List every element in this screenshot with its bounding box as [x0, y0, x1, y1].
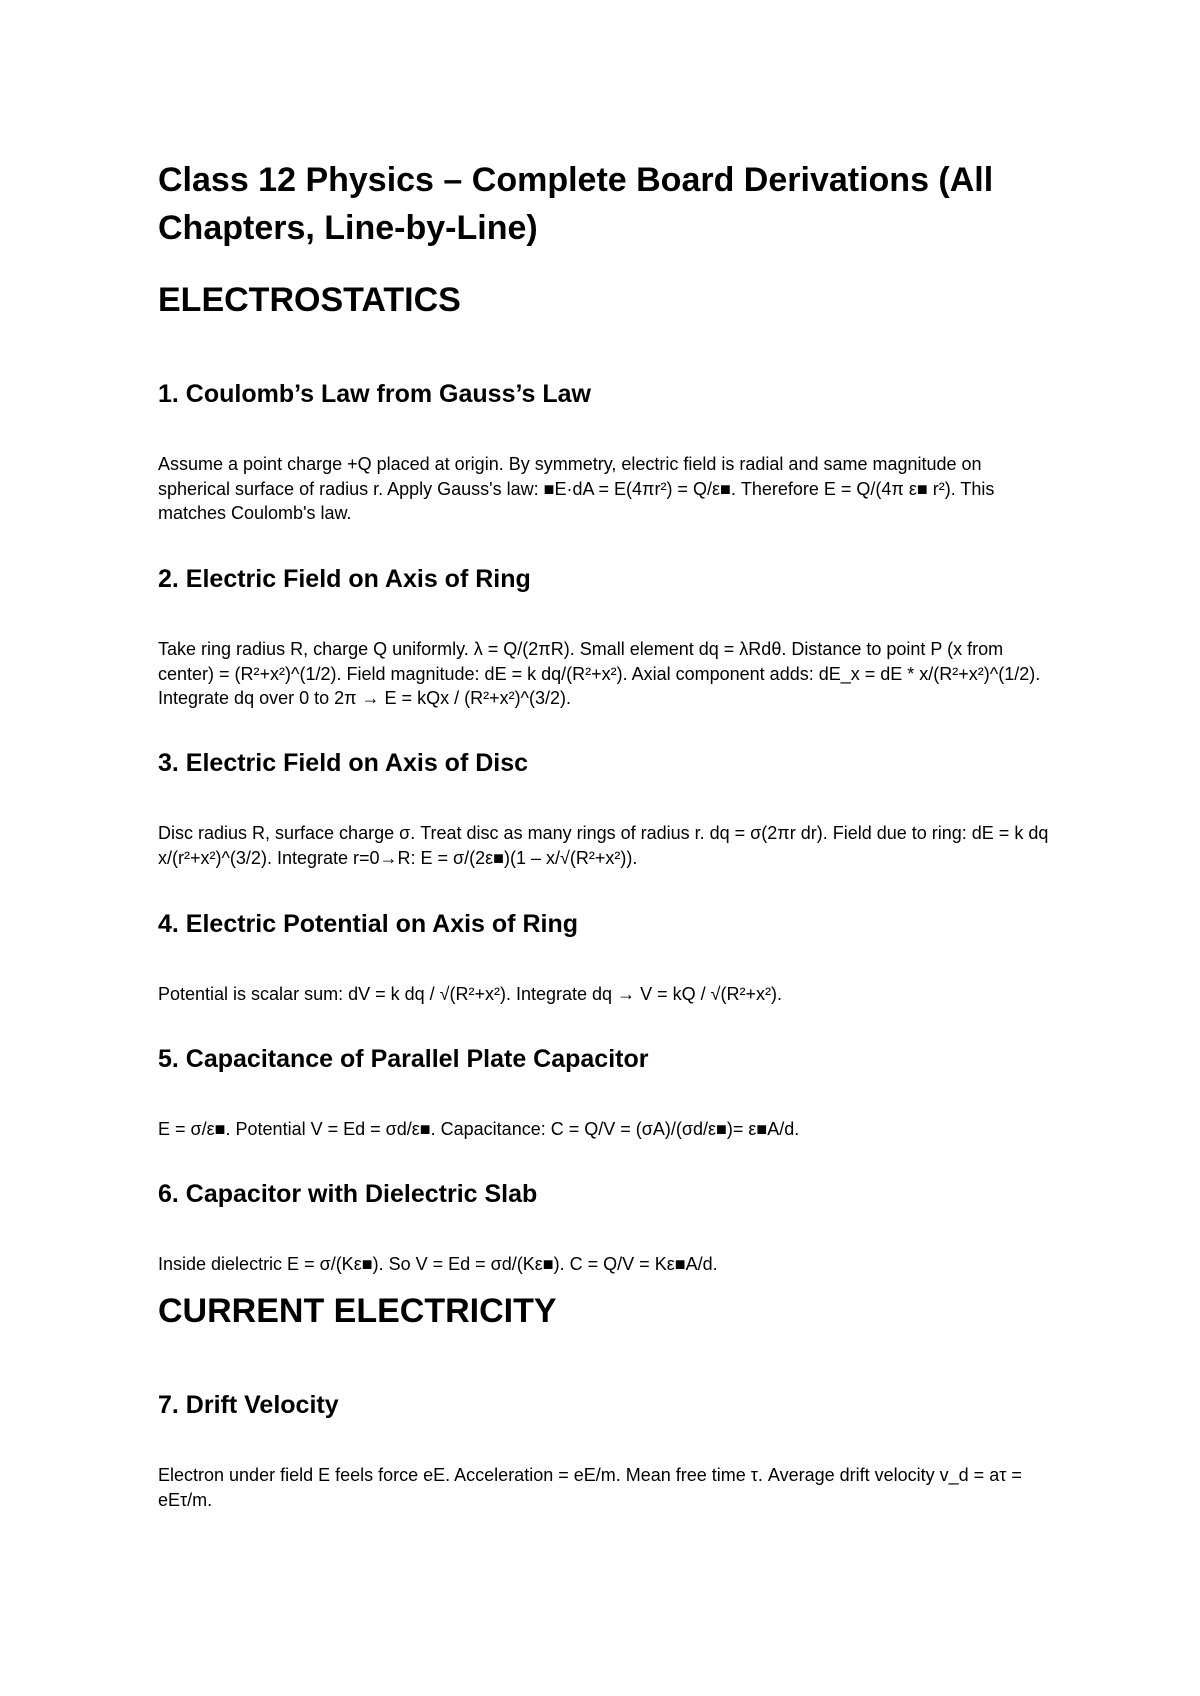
section-body-coulombs-law: Assume a point charge +Q placed at origin. By symmetry, electric field is radial and same magnitude on spherical surface of radius r. Apply Gauss's law: ■E·dA = E(4πr²) = Q/ε■. Therefore E = Q/(4π ε■ r²). This matches Coulomb's law. [158, 454, 995, 523]
section-title-dielectric-slab: 6. Capacitor with Dielectric Slab [158, 1180, 538, 1208]
section-body-dielectric-slab: Inside dielectric E = σ/(Kε■). So V = Ed = σd/(Kε■). C = Q/V = Kε■A/d. [158, 1254, 718, 1274]
section-title-field-disc: 3. Electric Field on Axis of Disc [158, 749, 529, 777]
section-title-field-ring: 2. Electric Field on Axis of Ring [158, 565, 531, 593]
document-title: Class 12 Physics – Complete Board Derivations (All Chapters, Line-by-Line) [158, 161, 994, 247]
section-title-coulombs-law: 1. Coulomb’s Law from Gauss’s Law [158, 380, 591, 408]
section-title-parallel-plate: 5. Capacitance of Parallel Plate Capacitor [158, 1045, 649, 1073]
section-body-drift-velocity: Electron under field E feels force eE. Acceleration = eE/m. Mean free time τ. Average drift velocity v_d = aτ = eEτ/m. [158, 1465, 1022, 1510]
section-title-drift-velocity: 7. Drift Velocity [158, 1391, 339, 1419]
section-body-field-ring: Take ring radius R, charge Q uniformly. λ = Q/(2πR). Small element dq = λRdθ. Distance to point P (x from center) = (R²+x²)^(1/2). Field magnitude: dE = k dq/(R²+x²). Axial component adds: dE_x = dE * x/(R²+x²)^(1/2). Integrate dq over 0 to 2π → E = kQx / (R²+x²)^(3/2). [158, 639, 1041, 708]
chapter-heading-electrostatics: ELECTROSTATICS [158, 281, 461, 319]
chapter-heading-current-electricity: CURRENT ELECTRICITY [158, 1292, 557, 1330]
section-body-parallel-plate: E = σ/ε■. Potential V = Ed = σd/ε■. Capacitance: C = Q/V = (σA)/(σd/ε■)= ε■A/d. [158, 1119, 800, 1139]
section-body-field-disc: Disc radius R, surface charge σ. Treat disc as many rings of radius r. dq = σ(2πr dr). Field due to ring: dE = k dq x/(r²+x²)^(3/2). Integrate r=0→R: E = σ/(2ε■)(1 – x/√(R²+x²)). [158, 823, 1049, 868]
section-body-potential-ring: Potential is scalar sum: dV = k dq / √(R²+x²). Integrate dq → V = kQ / √(R²+x²). [158, 984, 782, 1004]
section-title-potential-ring: 4. Electric Potential on Axis of Ring [158, 910, 578, 938]
